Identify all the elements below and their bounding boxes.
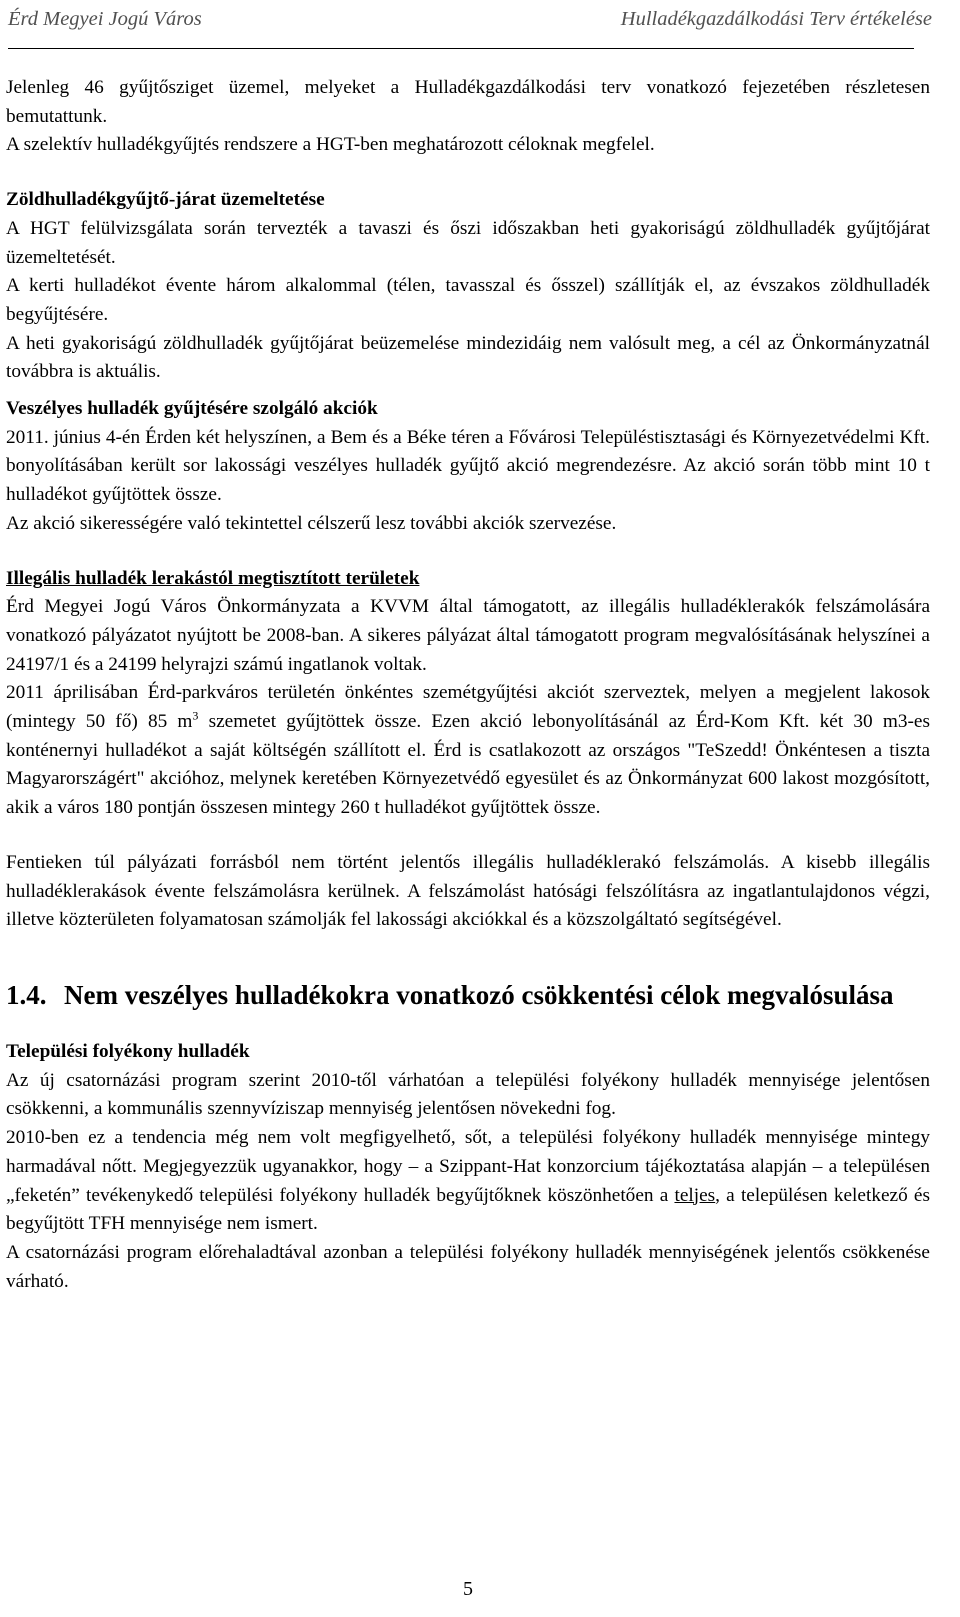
liquid-paragraph-2-part-b: , a településen keletkező és begyűjtött TFH mennyisége nem ismert. xyxy=(6,1184,930,1235)
illegal-paragraph-2 xyxy=(6,679,930,823)
header-rule xyxy=(8,48,914,49)
page-header xyxy=(8,4,952,44)
liquid-paragraph-3: A csatornázási program előrehaladtával azonban a települési folyékony hulladék mennyiségének jelentős csökkenése várható. xyxy=(6,1241,930,1292)
page-number: 5 xyxy=(463,1578,473,1600)
header-doc-title: Hulladékgazdálkodási Terv értékelése xyxy=(620,8,932,30)
green-paragraph-2: A kerti hulladékot évente három alkalommal (télen, tavasszal és ősszel) szállítják el, az évszakos zöldhulladék begyűjtésére. xyxy=(6,275,930,325)
illegal-paragraph-2-part-b: szemetet gyűjtöttek össze. Ezen akció lebonyolításánál az Érd-Kom Kft. két 30 m3-es konténernyi hulladékot a saját költségén szállított el. Érd is csatlakozott az országos "TeSzedd! Önkéntesen a tiszta Magyarországért" akcióhoz, melynek keretében Környezetvédő egyesület és az Önkormányzat 600 lakost mozgósított, akik a város 180 pontján összesen mintegy 260 t hulladékot gyűjtöttek össze. xyxy=(6,711,930,819)
illegal-dumping-heading: Illegális hulladék lerakástól megtisztított területek xyxy=(6,567,420,589)
liquid-paragraph-1: Az új csatornázási program szerint 2010-től várhatóan a települési folyékony hulladék mennyisége jelentősen csökkenni, a kommunális szennyvíziszap mennyiség jelentősen növekedni fog. xyxy=(6,1069,930,1120)
hazardous-heading: Veszélyes hulladék gyűjtésére szolgáló akciók xyxy=(6,398,378,420)
section-number: 1.4. xyxy=(6,979,47,1010)
illegal-paragraph-2-part-a: 2011 áprilisában Érd-parkváros területén önkéntes szemétgyűjtési akciót szerveztek, melyen a megjelent lakosok (mintegy 50 fő) 85 m xyxy=(6,682,930,733)
cubic-superscript: 3 xyxy=(192,708,199,723)
hazardous-paragraph-2: Az akció sikerességére való tekintettel célszerű lesz további akciók szervezése. xyxy=(6,512,617,534)
illegal-paragraph-3: Fentieken túl pályázati forrásból nem történt jelentős illegális hulladéklerakó felszámolás. A kisebb illegális hulladéklerakások évente felszámolásra kerülnek. A felszámolást hatósági felszólításra az ingatlantulajdonos végzi, illetve közterületen folyamatosan számolják fel lakossági akciókkal és a közszolgáltató segítségével. xyxy=(6,851,930,931)
page-content xyxy=(6,74,930,1296)
green-paragraph-3: A heti gyakoriságú zöldhulladék gyűjtőjárat beüzemelése mindezidáig nem valósult meg, a cél az Önkormányzatnál továbbra is aktuális. xyxy=(6,332,930,383)
section-heading xyxy=(6,979,930,1012)
section-title: Nem veszélyes hulladékokra vonatkozó csökkentési célok megvalósulása xyxy=(64,979,894,1010)
liquid-underlined-word: teljes xyxy=(674,1184,716,1206)
intro-paragraph-1: Jelenleg 46 gyűjtősziget üzemel, melyeket a Hulladékgazdálkodási terv vonatkozó fejezetében részletesen bemutattunk. xyxy=(6,77,930,127)
green-waste-heading: Zöldhulladékgyűjtő-járat üzemeltetése xyxy=(6,189,325,211)
illegal-paragraph-1: Érd Megyei Jogú Város Önkormányzata a KVVM által támogatott, az illegális hulladéklerakók felszámolására vonatkozó pályázatot nyújtott be 2008-ban. A sikeres pályázat által támogatott program megvalósításának helyszínei a 24197/1 és a 24199 helyrajzi számú ingatlanok voltak. xyxy=(6,596,930,675)
liquid-paragraph-2-part-a: 2010-ben ez a tendencia még nem volt megfigyelhető, sőt, a települési folyékony hulladék mennyisége mintegy harmadával nőtt. Megjegyezzük ugyanakkor, hogy – a Szippant-Hat konzorcium tájékoztatása alapján – a településen „feketén” tevékenykedő települési folyékony hulladék begyűjtőknek köszönhetően a xyxy=(6,1127,930,1206)
hazardous-paragraph-1: 2011. június 4-én Érden két helyszínen, a Bem és a Béke téren a Fővárosi Településtisztasági és Környezetvédelmi Kft. bonyolításában került sor lakossági veszélyes hulladék gyűjtő akció megrendezésre. Az akció során több mint 10 t hulladékot gyűjtöttek össze. xyxy=(6,426,930,506)
green-paragraph-1: A HGT felülvizsgálata során tervezték a tavaszi és őszi időszakban heti gyakoriságú zöldhulladék gyűjtőjárat üzemeltetését. xyxy=(6,217,930,268)
header-city: Érd Megyei Jogú Város xyxy=(8,8,202,30)
intro-paragraph-2: A szelektív hulladékgyűjtés rendszere a HGT-ben meghatározott céloknak megfelel. xyxy=(6,134,655,156)
liquid-waste-heading: Települési folyékony hulladék xyxy=(6,1040,250,1062)
liquid-paragraph-2 xyxy=(6,1124,930,1239)
